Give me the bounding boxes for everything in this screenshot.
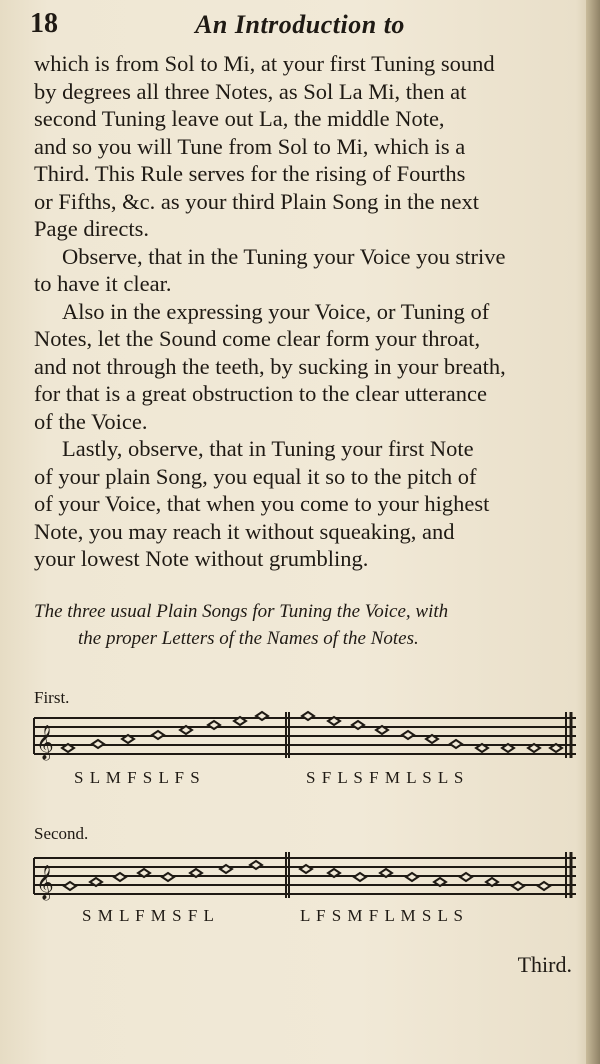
text-line: Notes, let the Sound come clear form your throat, (34, 326, 481, 351)
text-line: Note, you may reach it without squeaking, and (34, 518, 455, 544)
svg-text:𝄞: 𝄞 (36, 865, 54, 900)
text-line: of your plain Song, you equal it so to the pitch of (34, 463, 477, 489)
letters-left: S M L F M S F L (82, 906, 215, 925)
page-number: 18 (30, 8, 58, 39)
svg-text:𝄞: 𝄞 (36, 725, 54, 760)
body-text (34, 50, 579, 573)
text-line: and so you will Tune from Sol to Mi, which is a (34, 133, 466, 159)
staff-label: Second. (34, 824, 89, 843)
text-line: by degrees all three Notes, as Sol La Mi, then at (34, 78, 467, 104)
section-caption (34, 598, 579, 652)
caption-line: the proper Letters of the Names of the Notes. (78, 628, 419, 649)
text-line: to have it clear. (34, 271, 172, 296)
catchword: Third. (517, 952, 572, 977)
text-line: of the Voice. (34, 408, 148, 434)
text-line: Third. This Rule serves for the rising of Fourths (34, 161, 466, 186)
text-line: of your Voice, that when you come to your highest (34, 491, 490, 516)
text-line: Also in the expressing your Voice, or Tuning of (62, 298, 490, 324)
text-line: or Fifths, &c. as your third Plain Song in the next (34, 188, 479, 214)
staff-second (30, 824, 580, 934)
music-staff (30, 842, 580, 902)
text-line: Observe, that in the Tuning your Voice you strive (62, 243, 506, 269)
text-line: for that is a great obstruction to the clear utterance (34, 381, 487, 406)
letters-right: S F L S F M L S L S (306, 768, 465, 787)
text-line: and not through the teeth, by sucking in your breath, (34, 353, 506, 379)
running-head (30, 8, 570, 42)
text-line: Page directs. (34, 216, 149, 241)
running-title: An Introduction to (195, 10, 405, 39)
letters-left: S L M F S L F S (74, 768, 201, 787)
text-line: Lastly, observe, that in Tuning your first Note (62, 436, 474, 461)
text-line: your lowest Note without grumbling. (34, 546, 369, 571)
caption-line: The three usual Plain Songs for Tuning the Voice, with (34, 601, 449, 622)
page-binding-shadow (586, 0, 600, 1064)
letters-right: L F S M F L M S L S (300, 906, 465, 925)
staff-label: First. (34, 688, 70, 707)
music-staff (30, 702, 580, 762)
staff-first (30, 688, 580, 798)
text-line: which is from Sol to Mi, at your first Tuning sound (34, 51, 495, 76)
text-line: second Tuning leave out La, the middle Note, (34, 106, 445, 131)
